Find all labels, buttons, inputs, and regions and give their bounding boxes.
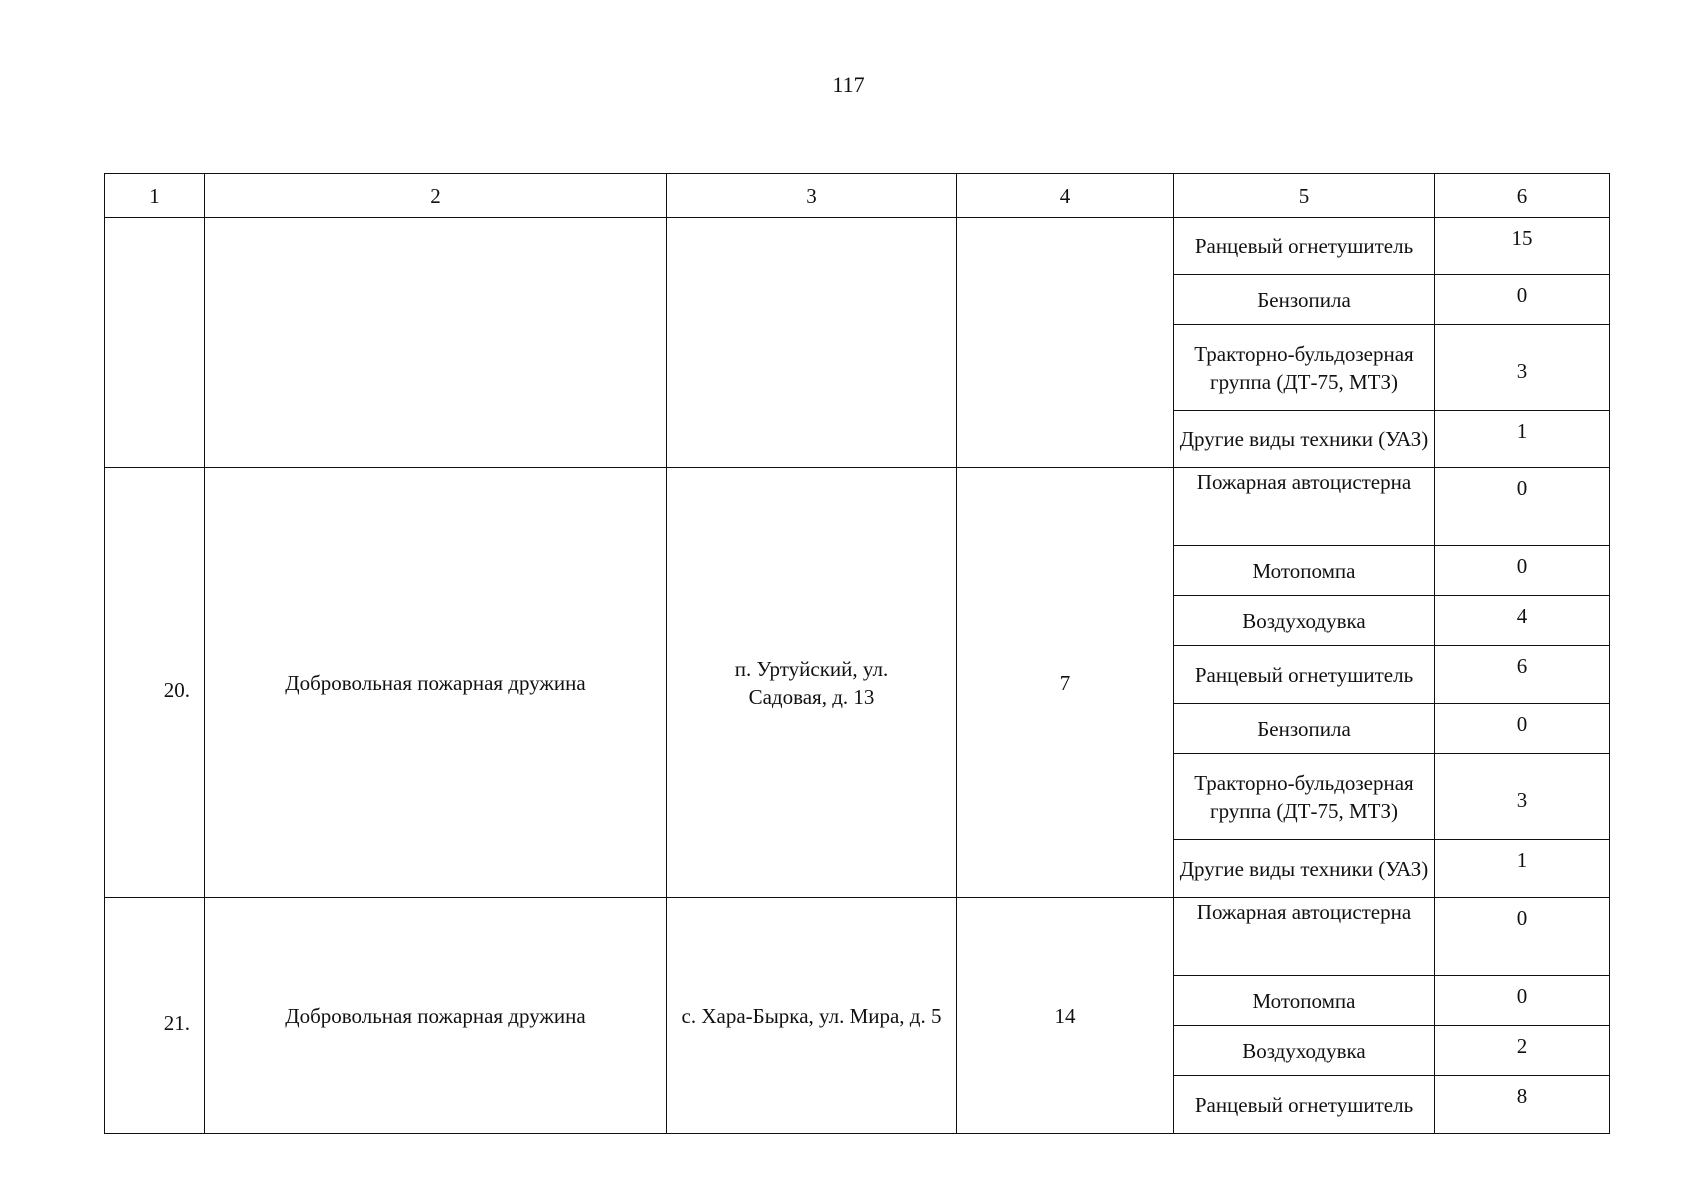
equipment-name: Ранцевый огнетушитель [1174,646,1435,704]
equipment-name: Бензопила [1174,275,1435,325]
equipment-count: 0 [1435,275,1610,325]
equipment-name: Ранцевый огнетушитель [1174,1076,1435,1134]
equipment-count: 2 [1435,1026,1610,1076]
empty-staff-cell [957,218,1174,468]
entry-staff: 7 [957,468,1174,898]
equipment-name: Мотопомпа [1174,546,1435,596]
equipment-count: 1 [1435,840,1610,898]
header-cell: 3 [667,174,957,218]
table-row [105,898,1610,976]
equipment-name: Пожарная автоцистерна [1174,898,1435,976]
equipment-count: 3 [1435,325,1610,411]
address-text: п. Уртуйский, ул. Садовая, д. 13 [734,656,889,709]
equipment-table [104,173,1610,1134]
header-cell: 1 [105,174,205,218]
header-cell: 2 [205,174,667,218]
equipment-count: 0 [1435,898,1610,976]
equipment-name: Ранцевый огнетушитель [1174,218,1435,275]
equipment-count: 0 [1435,976,1610,1026]
empty-name-cell [205,218,667,468]
entry-address [667,898,957,1134]
header-cell: 5 [1174,174,1435,218]
entry-number: 21. [105,898,205,1134]
equipment-count: 15 [1435,218,1610,275]
equipment-count: 0 [1435,468,1610,546]
equipment-count: 4 [1435,596,1610,646]
equipment-count: 8 [1435,1076,1610,1134]
equipment-name: Тракторно-бульдозерная группа (ДТ-75, МТЗ) [1174,754,1435,840]
equipment-name: Бензопила [1174,704,1435,754]
entry-name: Добровольная пожарная дружина [205,468,667,898]
equipment-name: Мотопомпа [1174,976,1435,1026]
equipment-name: Пожарная автоцистерна [1174,468,1435,546]
entry-staff: 14 [957,898,1174,1134]
entry-number: 20. [105,468,205,898]
equipment-name: Воздуходувка [1174,596,1435,646]
equipment-name: Другие виды техники (УАЗ) [1174,840,1435,898]
page-number: 117 [832,72,865,97]
address-text: с. Хара-Бырка, ул. Мира, д. 5 [681,1003,942,1028]
equipment-count: 3 [1435,754,1610,840]
entry-address [667,468,957,898]
table-row [105,218,1610,275]
equipment-name: Тракторно-бульдозерная группа (ДТ-75, МТЗ) [1174,325,1435,411]
empty-address-cell [667,218,957,468]
entry-name: Добровольная пожарная дружина [205,898,667,1134]
table-row [105,468,1610,546]
header-cell: 6 [1435,174,1610,218]
equipment-name: Другие виды техники (УАЗ) [1174,411,1435,468]
header-cell: 4 [957,174,1174,218]
header-row [105,174,1610,218]
equipment-count: 1 [1435,411,1610,468]
empty-num-cell [105,218,205,468]
equipment-count: 6 [1435,646,1610,704]
equipment-count: 0 [1435,704,1610,754]
equipment-name: Воздуходувка [1174,1026,1435,1076]
equipment-count: 0 [1435,546,1610,596]
